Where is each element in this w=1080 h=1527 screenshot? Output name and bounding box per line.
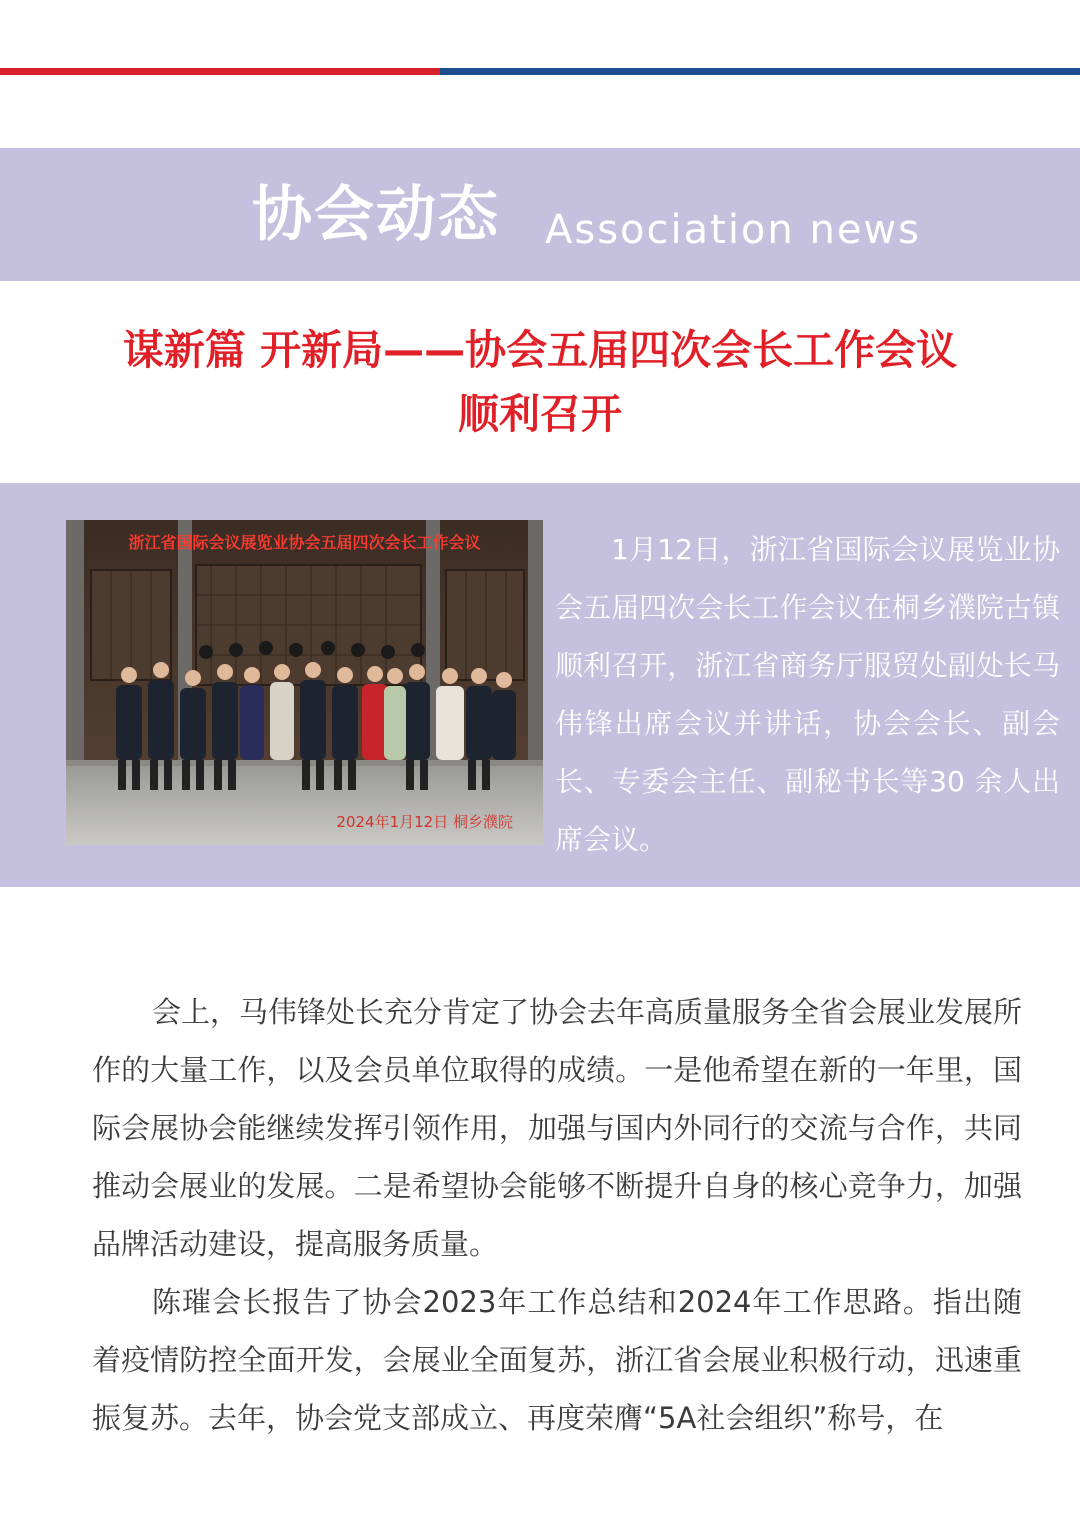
intro-text [555, 521, 1060, 869]
article-body [92, 983, 1022, 1447]
section-title-en: Association news [545, 207, 921, 253]
top-bar-blue-segment [440, 68, 1080, 75]
section-title-cn: 协会动态 [252, 180, 500, 250]
group-photo [66, 520, 543, 845]
photo-caption: 2024年1月12日 桐乡濮院 [336, 813, 513, 831]
headline-line-1: 谋新篇 开新局——协会五届四次会长工作会议 [122, 326, 958, 374]
body-paragraph-1: 会上，马伟锋处长充分肯定了协会去年高质量服务全省会展业发展所作的大量工作，以及会员单位取得的成绩。一是他希望在新的一年里，国际会展协会能继续发挥引领作用，加强与国内外同行的交流与合作，共同推动会展业的发展。二是希望协会能够不断提升自身的核心竞争力，加强品牌活动建设，提高服务质量。 [92, 995, 1023, 1261]
body-paragraph-2: 陈璀会长报告了协会2023年工作总结和2024年工作思路。指出随着疫情防控全面开发，会展业全面复苏，浙江省会展业积极行动，迅速重振复苏。去年，协会党支部成立、再度荣膺“5A社会组织”称号，在 [92, 1285, 1022, 1435]
top-accent-bar [0, 68, 1080, 75]
section-banner [0, 148, 1080, 281]
group-photo-illustration [66, 520, 543, 845]
intro-panel [0, 483, 1080, 887]
headline-line-2: 顺利召开 [458, 390, 622, 438]
top-bar-red-segment [0, 68, 440, 75]
intro-paragraph: 1月12日，浙江省国际会议展览业协会五届四次会长工作会议在桐乡濮院古镇顺利召开，浙江省商务厅服贸处副处长马伟锋出席会议并讲话，协会会长、副会长、专委会主任、副秘书长等30 余人出席会议。 [555, 533, 1060, 856]
article-headline [40, 318, 1040, 446]
photo-banner-text: 浙江省国际会议展览业协会五届四次会长工作会议 [128, 533, 481, 552]
